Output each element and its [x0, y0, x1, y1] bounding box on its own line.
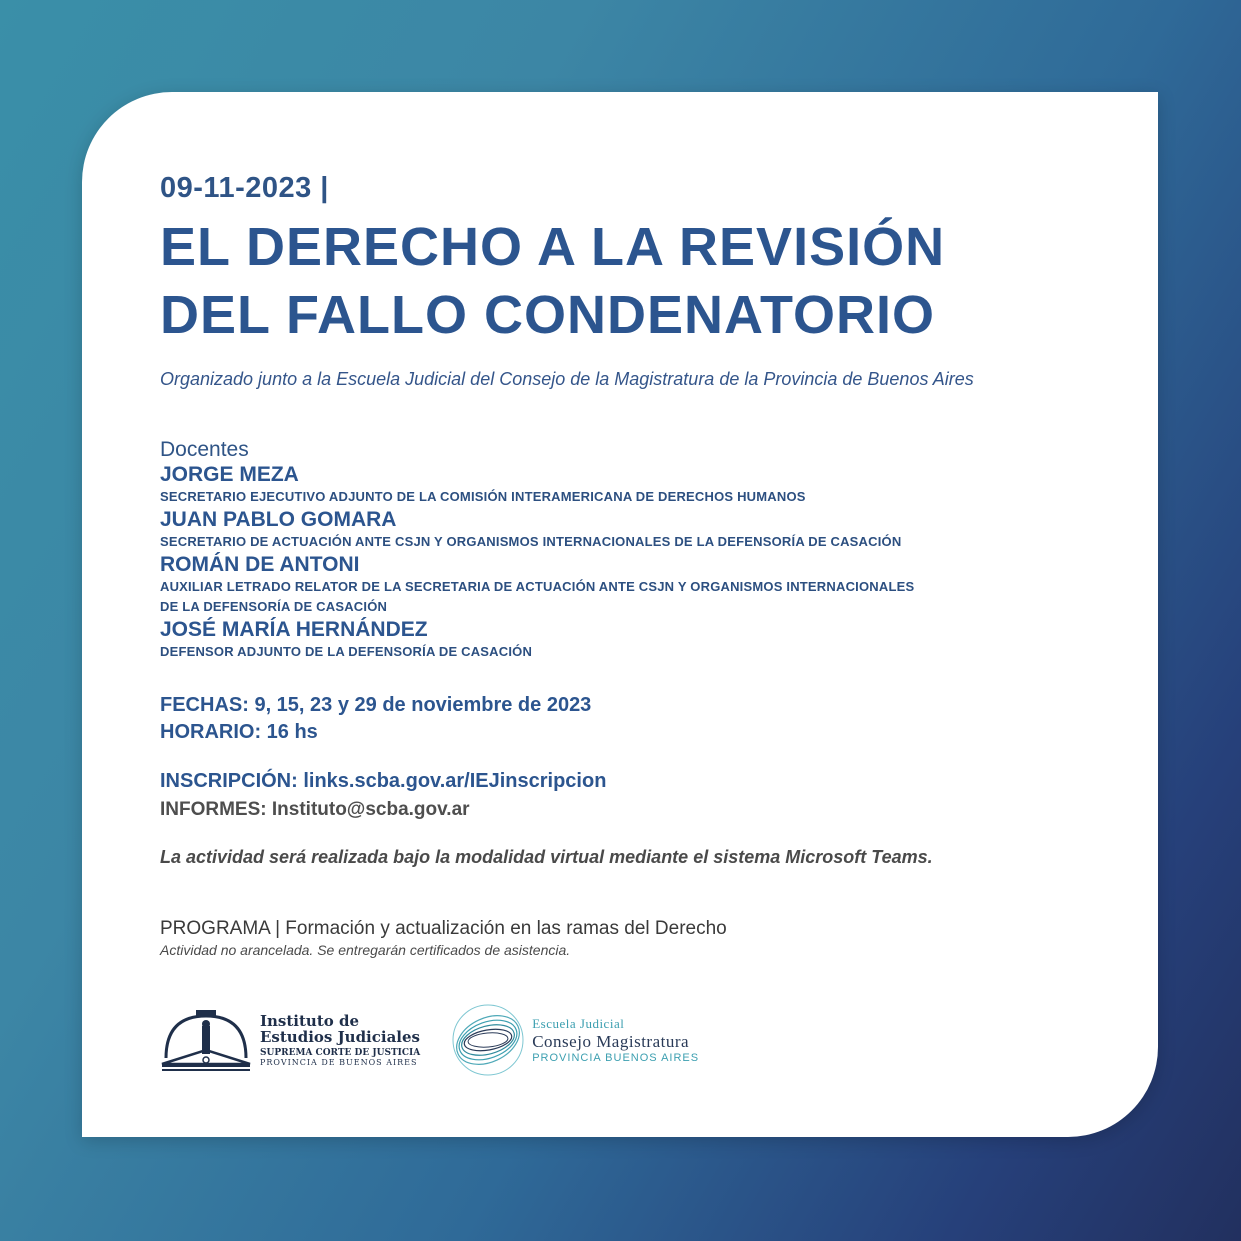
iej-logo	[160, 1008, 420, 1072]
ej-line-3: PROVINCIA BUENOS AIRES	[532, 1052, 700, 1064]
informes-email[interactable]: INFORMES: Instituto@scba.gov.ar	[160, 799, 470, 820]
iej-line-2: Estudios Judiciales	[260, 1028, 420, 1046]
teacher-role: AUXILIAR LETRADO RELATOR DE LA SECRETARIA DE ACTUACIÓN ANTE CSJN Y ORGANISMOS INTERNACIONALES	[160, 579, 915, 594]
flyer-content	[160, 172, 1118, 958]
inscripcion-link[interactable]: INSCRIPCIÓN: links.scba.gov.ar/IEJinscripcion	[160, 770, 607, 792]
iej-line-3: SUPREMA CORTE DE JUSTICIA	[260, 1048, 421, 1058]
teacher-name: JUAN PABLO GOMARA	[160, 508, 397, 531]
title-line-2: DEL FALLO CONDENATORIO	[160, 285, 936, 345]
iej-emblem-icon	[160, 1008, 252, 1072]
arancel-text: Actividad no arancelada. Se entregarán certificados de asistencia.	[160, 942, 571, 958]
title-line-1: EL DERECHO A LA REVISIÓN	[160, 217, 946, 277]
event-subtitle: Organizado junto a la Escuela Judicial del Consejo de la Magistratura de la Provincia de Buenos Aires	[160, 369, 974, 389]
teacher-item	[160, 507, 1118, 552]
ej-logo-text	[532, 1016, 699, 1064]
teacher-name: JORGE MEZA	[160, 463, 299, 486]
ej-line-1: Escuela Judicial	[532, 1016, 625, 1031]
iej-line-4: PROVINCIA DE BUENOS AIRES	[260, 1058, 418, 1067]
teacher-item	[160, 462, 1118, 507]
horario-text: HORARIO: 16 hs	[160, 721, 318, 743]
ej-line-2: Consejo Magistratura	[532, 1032, 690, 1051]
event-date: 09-11-2023 |	[160, 172, 329, 204]
teacher-item	[160, 617, 1118, 662]
teacher-item	[160, 552, 1118, 617]
fechas-text: FECHAS: 9, 15, 23 y 29 de noviembre de 2023	[160, 694, 592, 716]
docentes-label: Docentes	[160, 438, 249, 461]
ej-logo	[450, 1002, 699, 1078]
logos-row	[160, 1002, 699, 1078]
modalidad-text: La actividad será realizada bajo la modalidad virtual mediante el sistema Microsoft Teams.	[160, 847, 933, 867]
teacher-name: ROMÁN DE ANTONI	[160, 553, 360, 576]
flyer-card	[82, 92, 1158, 1137]
teacher-role: SECRETARIO EJECUTIVO ADJUNTO DE LA COMISIÓN INTERAMERICANA DE DERECHOS HUMANOS	[160, 489, 806, 504]
teacher-name: JOSÉ MARÍA HERNÁNDEZ	[160, 618, 428, 641]
schedule	[160, 692, 1118, 746]
programa-text: PROGRAMA | Formación y actualización en las ramas del Derecho	[160, 918, 727, 939]
docentes-list	[160, 462, 1118, 662]
iej-logo-text	[260, 1013, 420, 1067]
event-title	[160, 213, 1118, 349]
teacher-role-continued: DE LA DEFENSORÍA DE CASACIÓN	[160, 599, 388, 614]
teacher-role: SECRETARIO DE ACTUACIÓN ANTE CSJN Y ORGANISMOS INTERNACIONALES DE LA DEFENSORÍA DE CASACIÓN	[160, 534, 902, 549]
ej-emblem-icon	[450, 1002, 526, 1078]
teacher-role: DEFENSOR ADJUNTO DE LA DEFENSORÍA DE CASACIÓN	[160, 644, 533, 659]
iej-line-1: Instituto de	[260, 1012, 360, 1030]
